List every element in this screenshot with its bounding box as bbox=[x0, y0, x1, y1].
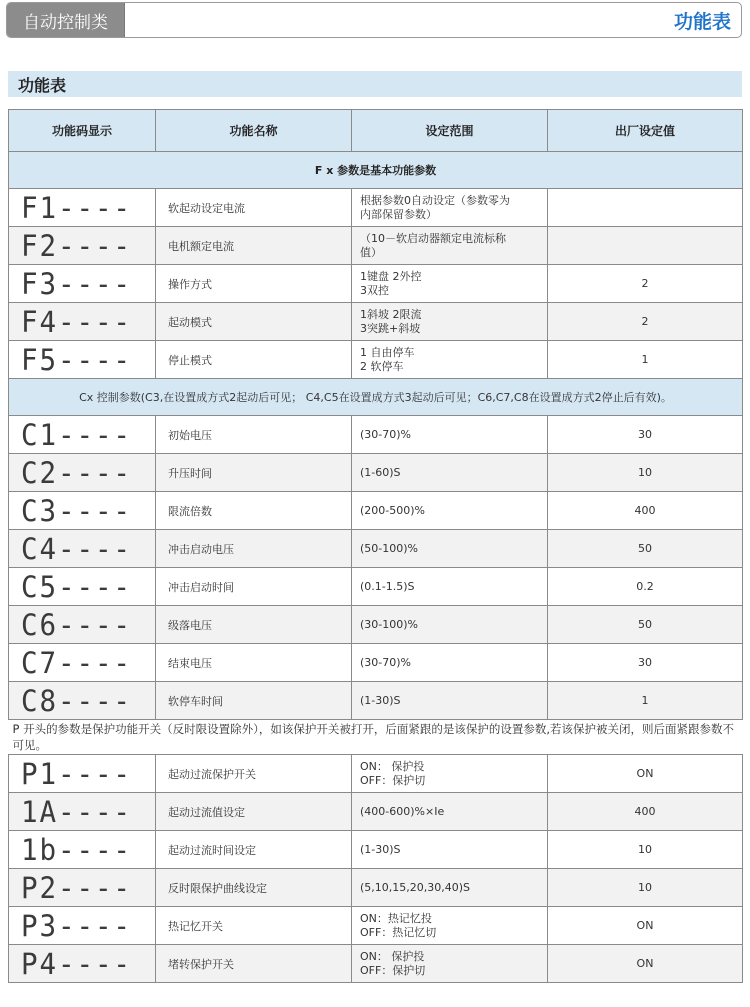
range-line: 2 软停车 bbox=[360, 359, 404, 373]
segment-code: 1b bbox=[21, 832, 58, 867]
segment-dashes: ---- bbox=[57, 794, 132, 829]
table-row bbox=[9, 945, 743, 983]
range-line: 1键盘 2外控 bbox=[360, 269, 422, 283]
table-row bbox=[9, 227, 743, 265]
p-note-row bbox=[9, 720, 743, 755]
segment-display bbox=[21, 304, 132, 339]
segment-dashes: ---- bbox=[57, 645, 132, 680]
setting-range-cell bbox=[352, 644, 548, 682]
function-name-cell: 冲击启动电压 bbox=[156, 530, 352, 568]
setting-range-cell bbox=[352, 265, 548, 303]
segment-code: C6 bbox=[21, 607, 58, 642]
table-body bbox=[9, 152, 743, 983]
range-line: ON： 保护投 bbox=[360, 949, 425, 963]
code-display-cell bbox=[9, 303, 156, 341]
factory-default-cell: 10 bbox=[548, 869, 743, 907]
range-line: 根据参数0自动设定（参数零为 bbox=[360, 193, 510, 207]
setting-range-cell bbox=[352, 303, 548, 341]
range-line: (50-100)% bbox=[360, 541, 418, 555]
col-header-name: 功能名称 bbox=[156, 110, 352, 152]
table-row bbox=[9, 416, 743, 454]
segment-dashes: ---- bbox=[57, 531, 132, 566]
function-name-cell: 结束电压 bbox=[156, 644, 352, 682]
table-row bbox=[9, 869, 743, 907]
table-row bbox=[9, 831, 743, 869]
fx-section-label: F x 参数是基本功能参数 bbox=[9, 152, 743, 189]
function-name-cell: 操作方式 bbox=[156, 265, 352, 303]
table-row bbox=[9, 644, 743, 682]
segment-code: C8 bbox=[21, 683, 58, 718]
range-line: (30-100)% bbox=[360, 617, 418, 631]
table-row bbox=[9, 568, 743, 606]
factory-default-cell: 50 bbox=[548, 606, 743, 644]
segment-code: F4 bbox=[21, 304, 58, 339]
code-display-cell bbox=[9, 454, 156, 492]
segment-code: 1A bbox=[21, 794, 58, 829]
header-title: 功能表 bbox=[673, 10, 731, 33]
setting-range-cell bbox=[352, 568, 548, 606]
setting-range-cell bbox=[352, 755, 548, 793]
code-display-cell bbox=[9, 265, 156, 303]
range-line: （10－软启动器额定电流标称 bbox=[360, 231, 506, 245]
setting-range-cell bbox=[352, 945, 548, 983]
range-line: OFF：保护切 bbox=[360, 963, 426, 977]
range-line: (30-70)% bbox=[360, 655, 411, 669]
table-row bbox=[9, 907, 743, 945]
range-line: 内部保留参数） bbox=[360, 207, 437, 221]
cx-section-row bbox=[9, 379, 743, 416]
function-name-cell: 升压时间 bbox=[156, 454, 352, 492]
segment-dashes: ---- bbox=[57, 607, 132, 642]
segment-dashes: ---- bbox=[57, 832, 132, 867]
segment-display bbox=[21, 607, 132, 642]
function-name-cell: 起动过流值设定 bbox=[156, 793, 352, 831]
range-line: (1-60)S bbox=[360, 465, 401, 479]
factory-default-cell: 400 bbox=[548, 793, 743, 831]
col-header-default: 出厂设定值 bbox=[548, 110, 743, 152]
code-display-cell bbox=[9, 644, 156, 682]
code-display-cell bbox=[9, 341, 156, 379]
section-title: 功能表 bbox=[8, 71, 742, 97]
function-name-cell: 软起动设定电流 bbox=[156, 189, 352, 227]
segment-dashes: ---- bbox=[57, 756, 132, 791]
code-display-cell bbox=[9, 793, 156, 831]
code-display-cell bbox=[9, 869, 156, 907]
setting-range-cell bbox=[352, 492, 548, 530]
segment-dashes: ---- bbox=[57, 683, 132, 718]
segment-display bbox=[21, 228, 132, 263]
setting-range-cell bbox=[352, 227, 548, 265]
segment-dashes: ---- bbox=[57, 417, 132, 452]
factory-default-cell: 10 bbox=[548, 831, 743, 869]
function-name-cell: 反时限保护曲线设定 bbox=[156, 869, 352, 907]
segment-display bbox=[21, 455, 132, 490]
code-display-cell bbox=[9, 831, 156, 869]
segment-code: P3 bbox=[21, 908, 58, 943]
p-note-text: P 开头的参数是保护功能开关（反时限设置除外），如该保护开关被打开，后面紧跟的是该保护的设置参数,若该保护被关闭，则后面紧跟参数不可见。 bbox=[9, 720, 743, 755]
table-row bbox=[9, 454, 743, 492]
setting-range-cell bbox=[352, 682, 548, 720]
factory-default-cell bbox=[548, 227, 743, 265]
table-row bbox=[9, 189, 743, 227]
function-name-cell: 限流倍数 bbox=[156, 492, 352, 530]
segment-dashes: ---- bbox=[57, 342, 132, 377]
segment-dashes: ---- bbox=[57, 870, 132, 905]
segment-display bbox=[21, 794, 132, 829]
segment-code: C4 bbox=[21, 531, 58, 566]
factory-default-cell bbox=[548, 189, 743, 227]
code-display-cell bbox=[9, 907, 156, 945]
segment-dashes: ---- bbox=[57, 455, 132, 490]
code-display-cell bbox=[9, 530, 156, 568]
segment-display bbox=[21, 531, 132, 566]
function-name-cell: 电机额定电流 bbox=[156, 227, 352, 265]
range-line: ON：热记忆投 bbox=[360, 911, 432, 925]
range-line: (200-500)% bbox=[360, 503, 425, 517]
segment-code: P2 bbox=[21, 870, 58, 905]
segment-display bbox=[21, 870, 132, 905]
function-name-cell: 级落电压 bbox=[156, 606, 352, 644]
segment-code: P1 bbox=[21, 756, 58, 791]
table-row bbox=[9, 341, 743, 379]
code-display-cell bbox=[9, 492, 156, 530]
factory-default-cell: 2 bbox=[548, 265, 743, 303]
factory-default-cell: ON bbox=[548, 755, 743, 793]
function-name-cell: 软停车时间 bbox=[156, 682, 352, 720]
factory-default-cell: 30 bbox=[548, 644, 743, 682]
range-line: 值） bbox=[360, 245, 382, 259]
col-header-code: 功能码显示 bbox=[9, 110, 156, 152]
segment-display bbox=[21, 342, 132, 377]
segment-display bbox=[21, 832, 132, 867]
table-row bbox=[9, 755, 743, 793]
segment-display bbox=[21, 266, 132, 301]
setting-range-cell bbox=[352, 530, 548, 568]
factory-default-cell: ON bbox=[548, 945, 743, 983]
setting-range-cell bbox=[352, 454, 548, 492]
table-header-row bbox=[9, 110, 743, 152]
setting-range-cell bbox=[352, 606, 548, 644]
setting-range-cell bbox=[352, 189, 548, 227]
segment-dashes: ---- bbox=[57, 493, 132, 528]
factory-default-cell: 400 bbox=[548, 492, 743, 530]
setting-range-cell bbox=[352, 416, 548, 454]
function-name-cell: 起动模式 bbox=[156, 303, 352, 341]
segment-display bbox=[21, 946, 132, 981]
segment-code: C3 bbox=[21, 493, 58, 528]
table-row bbox=[9, 682, 743, 720]
range-line: (400-600)%×Ie bbox=[360, 804, 445, 818]
table-row bbox=[9, 530, 743, 568]
segment-display bbox=[21, 569, 132, 604]
setting-range-cell bbox=[352, 831, 548, 869]
function-name-cell: 冲击启动时间 bbox=[156, 568, 352, 606]
range-line: 1 自由停车 bbox=[360, 345, 415, 359]
range-line: 3突跳+斜坡 bbox=[360, 321, 421, 335]
function-name-cell: 堵转保护开关 bbox=[156, 945, 352, 983]
code-display-cell bbox=[9, 568, 156, 606]
function-table bbox=[8, 109, 743, 983]
segment-code: C2 bbox=[21, 455, 58, 490]
segment-dashes: ---- bbox=[57, 946, 132, 981]
segment-display bbox=[21, 417, 132, 452]
segment-code: F5 bbox=[21, 342, 58, 377]
function-name-cell: 初始电压 bbox=[156, 416, 352, 454]
table-row bbox=[9, 265, 743, 303]
segment-code: C1 bbox=[21, 417, 58, 452]
segment-code: C5 bbox=[21, 569, 58, 604]
factory-default-cell: 10 bbox=[548, 454, 743, 492]
range-line: ON： 保护投 bbox=[360, 759, 425, 773]
factory-default-cell: 1 bbox=[548, 341, 743, 379]
top-header-bar bbox=[6, 2, 742, 38]
category-label: 自动控制类 bbox=[7, 3, 125, 37]
function-name-cell: 起动过流保护开关 bbox=[156, 755, 352, 793]
function-name-cell: 起动过流时间设定 bbox=[156, 831, 352, 869]
table-row bbox=[9, 492, 743, 530]
segment-dashes: ---- bbox=[57, 304, 132, 339]
code-display-cell bbox=[9, 682, 156, 720]
segment-display bbox=[21, 645, 132, 680]
code-display-cell bbox=[9, 189, 156, 227]
segment-dashes: ---- bbox=[57, 908, 132, 943]
cx-section-label: Cx 控制参数(C3,在设置成方式2起动后可见； C4,C5在设置成方式3起动后可见；C6,C7,C8在设置成方式2停止后有效)。 bbox=[9, 379, 743, 416]
table-row bbox=[9, 606, 743, 644]
segment-display bbox=[21, 908, 132, 943]
col-header-range: 设定范围 bbox=[352, 110, 548, 152]
code-display-cell bbox=[9, 227, 156, 265]
code-display-cell bbox=[9, 945, 156, 983]
factory-default-cell: ON bbox=[548, 907, 743, 945]
segment-dashes: ---- bbox=[57, 228, 132, 263]
table-row bbox=[9, 303, 743, 341]
setting-range-cell bbox=[352, 869, 548, 907]
segment-dashes: ---- bbox=[57, 569, 132, 604]
segment-display bbox=[21, 190, 132, 225]
fx-section-row bbox=[9, 152, 743, 189]
setting-range-cell bbox=[352, 341, 548, 379]
segment-code: P4 bbox=[21, 946, 58, 981]
range-line: OFF：保护切 bbox=[360, 773, 426, 787]
segment-display bbox=[21, 683, 132, 718]
segment-display bbox=[21, 493, 132, 528]
segment-code: F1 bbox=[21, 190, 58, 225]
segment-code: F3 bbox=[21, 266, 58, 301]
factory-default-cell: 50 bbox=[548, 530, 743, 568]
factory-default-cell: 1 bbox=[548, 682, 743, 720]
range-line: (1-30)S bbox=[360, 693, 401, 707]
code-display-cell bbox=[9, 606, 156, 644]
range-line: (30-70)% bbox=[360, 427, 411, 441]
table-row bbox=[9, 793, 743, 831]
factory-default-cell: 30 bbox=[548, 416, 743, 454]
range-line: 1斜坡 2限流 bbox=[360, 307, 422, 321]
factory-default-cell: 0.2 bbox=[548, 568, 743, 606]
segment-dashes: ---- bbox=[57, 266, 132, 301]
function-name-cell: 停止模式 bbox=[156, 341, 352, 379]
code-display-cell bbox=[9, 755, 156, 793]
setting-range-cell bbox=[352, 907, 548, 945]
segment-display bbox=[21, 756, 132, 791]
function-name-cell: 热记忆开关 bbox=[156, 907, 352, 945]
range-line: (5,10,15,20,30,40)S bbox=[360, 880, 471, 894]
setting-range-cell bbox=[352, 793, 548, 831]
range-line: (1-30)S bbox=[360, 842, 401, 856]
range-line: OFF：热记忆切 bbox=[360, 925, 437, 939]
range-line: 3双控 bbox=[360, 283, 389, 297]
segment-code: F2 bbox=[21, 228, 58, 263]
segment-code: C7 bbox=[21, 645, 58, 680]
code-display-cell bbox=[9, 416, 156, 454]
factory-default-cell: 2 bbox=[548, 303, 743, 341]
segment-dashes: ---- bbox=[57, 190, 132, 225]
range-line: (0.1-1.5)S bbox=[360, 579, 415, 593]
